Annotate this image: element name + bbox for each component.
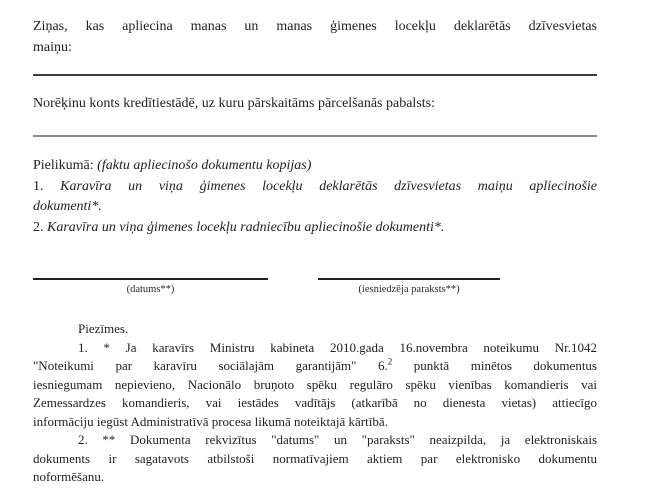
note-1-line-1: 1. * Ja karavīrs Ministru kabineta 2010.gada 16.novembra noteikumu Nr.1042 (78, 339, 597, 355)
intro-line-1: Ziņas, kas apliecina manas un manas ģimenes locekļu deklarētās dzīvesvietas (33, 19, 597, 34)
attachments-section (33, 156, 597, 238)
note-1-line-2-continued: punktā minētos dokumentus (392, 358, 597, 373)
account-line-1: Norēķinu konts kredītiestādē, uz kuru pārskaitāms pārcelšanās pabalsts: (33, 96, 435, 111)
attachment-item-2-line (33, 218, 597, 239)
note-2 (33, 431, 597, 487)
note-1-line-5: informāciju iegūst Administratīvā procesa likumā noteiktajā kārtībā. (33, 413, 388, 429)
notes-section (33, 320, 597, 487)
notes-heading: Piezīmes. (78, 321, 129, 336)
note-2-line-3: noformēšanu. (33, 469, 105, 484)
fill-in-line-account (33, 135, 597, 137)
attachment-item-1-text: Karavīra un viņa ģimenes locekļu deklarētās dzīvesvietas maiņu apliecinošie (60, 178, 598, 194)
note-1-line-2 (33, 357, 597, 376)
account-paragraph (33, 93, 597, 114)
intro-line-2: maiņu: (33, 40, 72, 55)
attachment-item-1-number: 1. (33, 178, 44, 194)
attachment-item-1-line-2: dokumenti*. (33, 199, 102, 214)
note-1-line-3: iesniegumam nepievieno, Nacionālo bruņoto spēku regulāro spēku vienības komandieris vai (33, 376, 597, 392)
note-1 (33, 339, 597, 432)
note-2-line-2: dokuments ir sagatavots atbilstoši normatīvajiem aktiem par elektronisko dokumentu (33, 450, 597, 466)
intro-paragraph (33, 16, 597, 58)
date-label: (datums**) (126, 284, 175, 295)
attachment-item-2-number: 2. (33, 219, 44, 235)
attachments-label-line (33, 156, 597, 177)
attachments-label: Pielikumā: (33, 158, 94, 173)
fill-in-line-residence (33, 74, 597, 76)
attachment-item-1-line-1 (33, 177, 597, 198)
signature-row (33, 278, 597, 296)
note-1-line-2-text: "Noteikumi par karavīru sociālajām garantijām" 6. (33, 358, 388, 373)
note-2-line-1: 2. ** Dokumenta rekvizītus "datums" un "paraksts" neaizpilda, ja elektroniskais (78, 432, 597, 447)
submitter-signature-field (318, 278, 500, 296)
note-1-superscript: 2 (387, 356, 393, 367)
attachments-label-note: (faktu apliecinošo dokumentu kopijas) (97, 158, 312, 173)
date-signature-field (33, 278, 268, 296)
note-1-line-4: Zemessardzes komandieris, vai iestādes vadītājs (atkarībā no dienesta vietas) attiecīgo (33, 395, 597, 410)
submitter-signature-label: (iesniedzēja paraksts**) (358, 284, 460, 295)
attachment-item-2-text: Karavīra un viņa ģimenes locekļu radniecību apliecinošie dokumenti*. (47, 219, 445, 235)
